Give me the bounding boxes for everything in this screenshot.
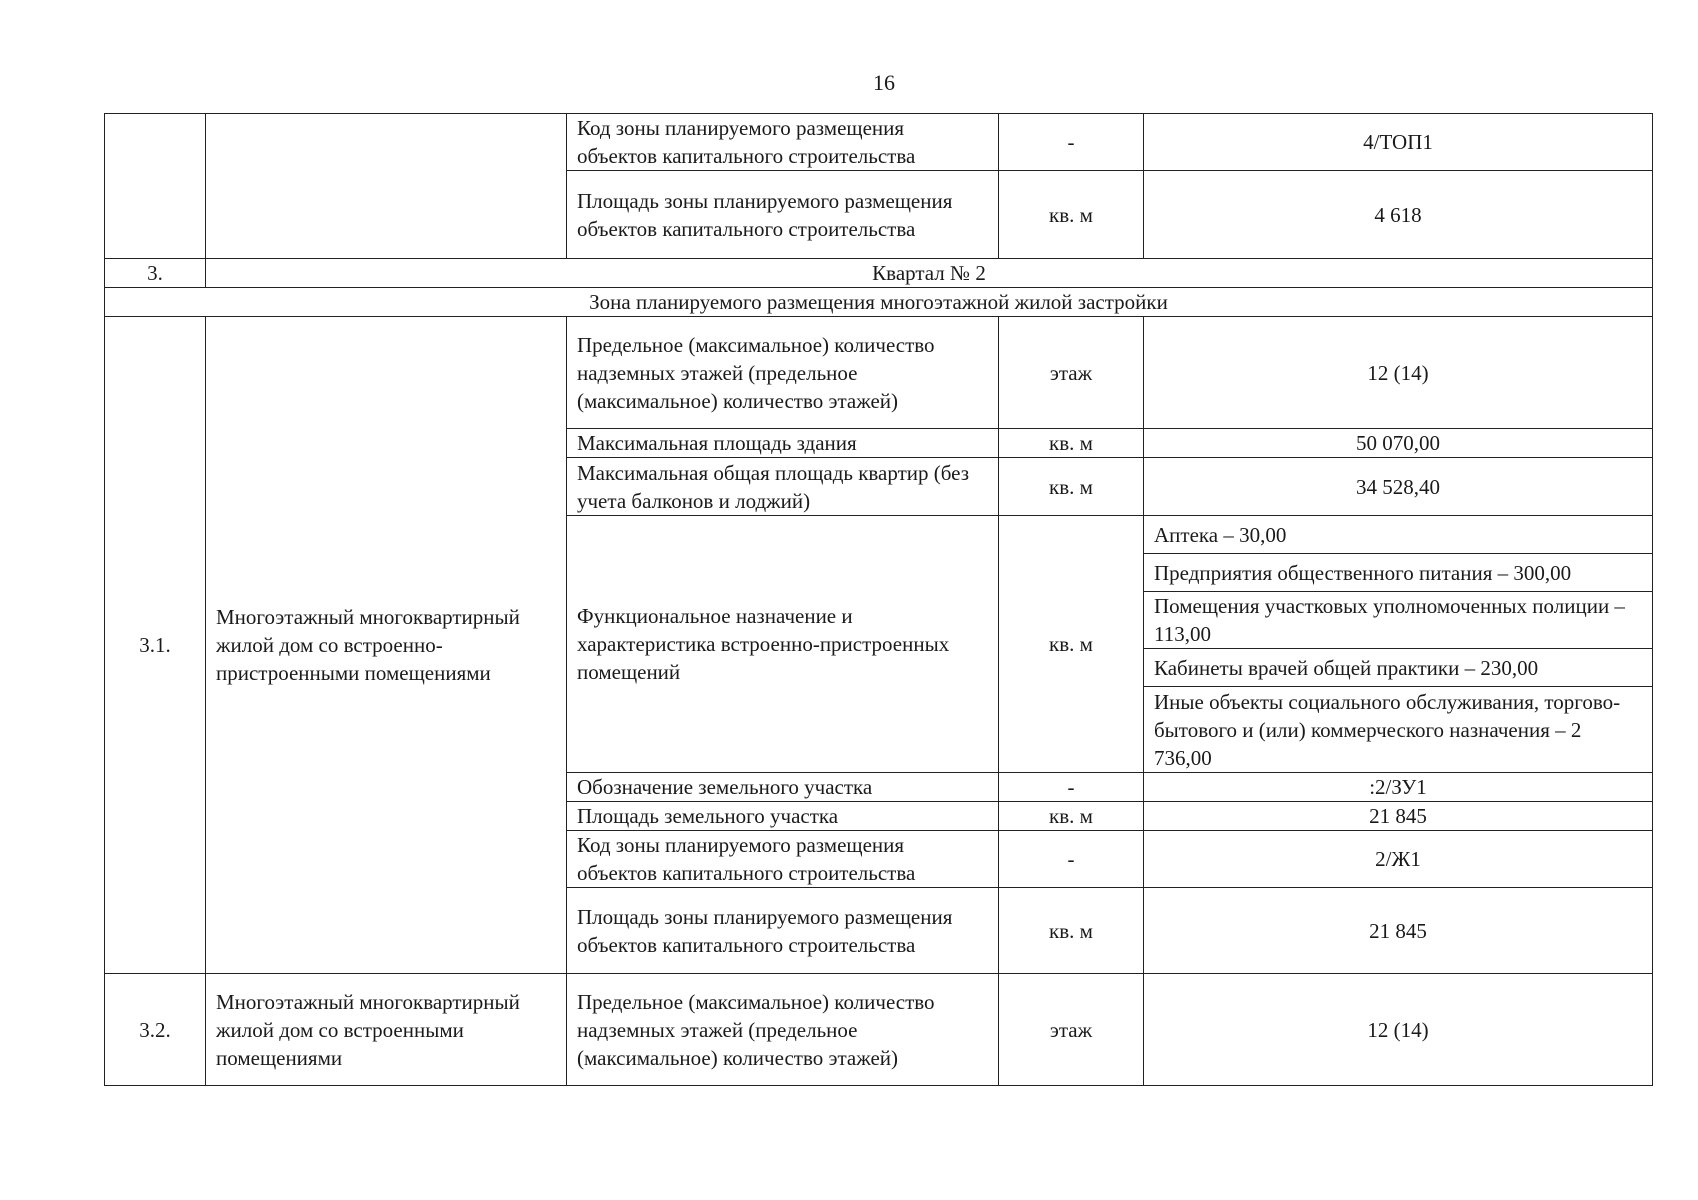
unit-cell: кв. м — [999, 458, 1144, 516]
number-cell-empty — [105, 114, 206, 259]
zone-row — [105, 288, 1653, 317]
value-cell: 4/ТОП1 — [1144, 114, 1653, 171]
param-cell: Код зоны планируемого размещения объектов капитального строительства — [567, 114, 999, 171]
value-cell: :2/ЗУ1 — [1144, 773, 1653, 802]
param-cell: Площадь зоны планируемого размещения объектов капитального строительства — [567, 171, 999, 259]
item-number: 3.1. — [105, 317, 206, 974]
zone-title: Зона планируемого размещения многоэтажной жилой застройки — [105, 288, 1653, 317]
item-name: Многоэтажный многоквартирный жилой дом со встроенными помещениями — [206, 974, 567, 1086]
item-number: 3.2. — [105, 974, 206, 1086]
parameters-table — [104, 113, 1653, 1086]
param-cell: Максимальная площадь здания — [567, 429, 999, 458]
value-cell: 12 (14) — [1144, 974, 1653, 1086]
param-cell: Код зоны планируемого размещения объектов капитального строительства — [567, 831, 999, 888]
functional-value-cell: Предприятия общественного питания – 300,00 — [1144, 554, 1653, 592]
param-cell: Предельное (максимальное) количество надземных этажей (предельное (максимальное) количество этажей) — [567, 974, 999, 1086]
value-cell: 21 845 — [1144, 802, 1653, 831]
unit-cell: кв. м — [999, 802, 1144, 831]
value-cell: 12 (14) — [1144, 317, 1653, 429]
unit-cell: кв. м — [999, 171, 1144, 259]
unit-cell: кв. м — [999, 429, 1144, 458]
param-cell: Максимальная общая площадь квартир (без учета балконов и лоджий) — [567, 458, 999, 516]
unit-cell: - — [999, 114, 1144, 171]
functional-value-cell: Помещения участковых уполномоченных полиции – 113,00 — [1144, 592, 1653, 649]
page-number: 16 — [873, 70, 895, 95]
value-cell: 4 618 — [1144, 171, 1653, 259]
unit-cell: этаж — [999, 974, 1144, 1086]
param-cell: Предельное (максимальное) количество надземных этажей (предельное (максимальное) количество этажей) — [567, 317, 999, 429]
section-title: Квартал № 2 — [206, 259, 1653, 288]
param-cell: Обозначение земельного участка — [567, 773, 999, 802]
value-cell: 2/Ж1 — [1144, 831, 1653, 888]
functional-value-cell: Иные объекты социального обслуживания, торгово-бытового и (или) коммерческого назначения – 2 736,00 — [1144, 687, 1653, 773]
section-number: 3. — [105, 259, 206, 288]
functional-param-cell: Функциональное назначение и характеристика встроенно-пристроенных помещений — [567, 516, 999, 773]
value-cell: 50 070,00 — [1144, 429, 1653, 458]
unit-cell: кв. м — [999, 888, 1144, 974]
unit-cell: - — [999, 773, 1144, 802]
name-cell-empty — [206, 114, 567, 259]
value-cell: 21 845 — [1144, 888, 1653, 974]
section-row — [105, 259, 1653, 288]
item-name: Многоэтажный многоквартирный жилой дом со встроенно-пристроенными помещениями — [206, 317, 567, 974]
param-cell: Площадь земельного участка — [567, 802, 999, 831]
value-cell: 34 528,40 — [1144, 458, 1653, 516]
unit-cell: кв. м — [999, 516, 1144, 773]
unit-cell: этаж — [999, 317, 1144, 429]
functional-value-cell: Кабинеты врачей общей практики – 230,00 — [1144, 649, 1653, 687]
table-row — [105, 114, 1653, 171]
unit-cell: - — [999, 831, 1144, 888]
table-row — [105, 317, 1653, 429]
param-cell: Площадь зоны планируемого размещения объектов капитального строительства — [567, 888, 999, 974]
functional-value-cell: Аптека – 30,00 — [1144, 516, 1653, 554]
table-row — [105, 974, 1653, 1086]
